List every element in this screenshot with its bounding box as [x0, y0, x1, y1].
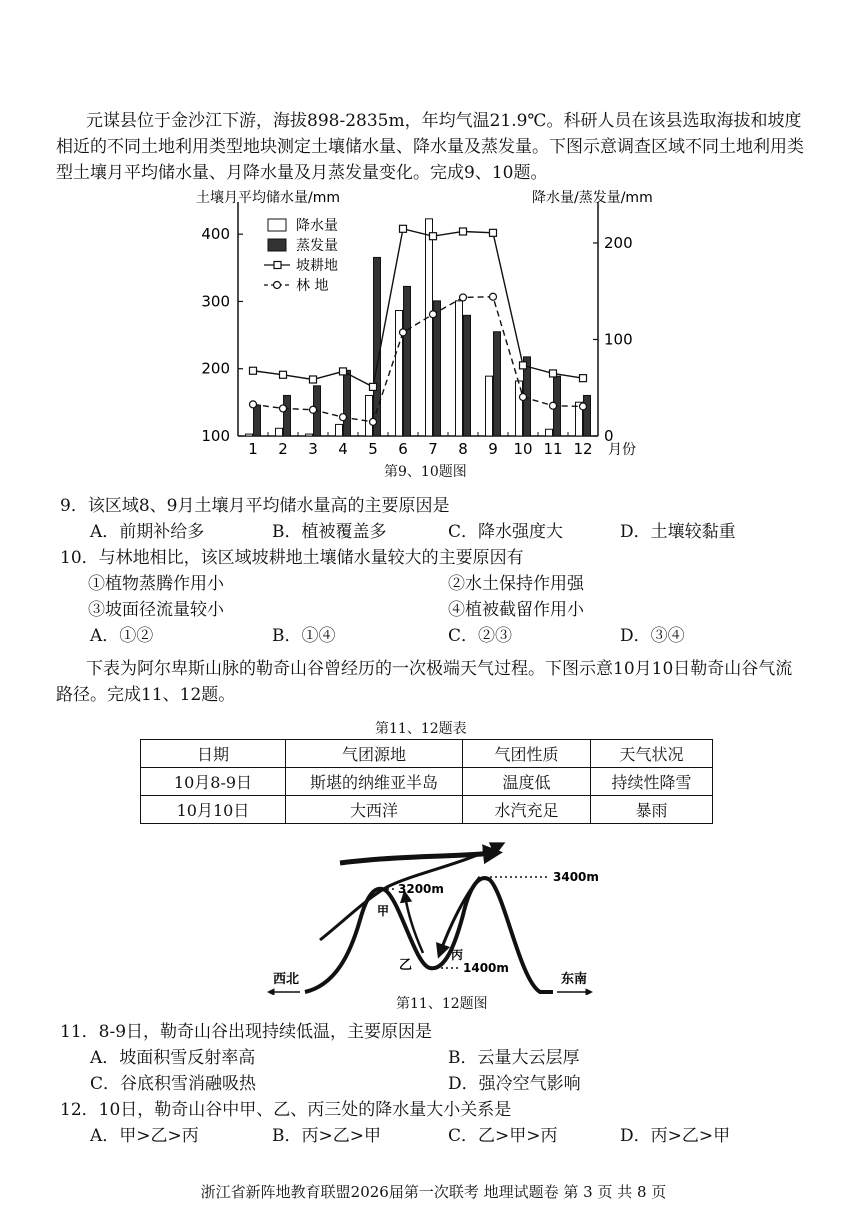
- x-unit-label: 月份: [608, 442, 636, 458]
- page-footer: 浙江省新阵地教育联盟2026届第一次联考 地理试题卷 第 3 页 共 8 页: [200, 1183, 667, 1201]
- evaporation-bar: [404, 286, 411, 436]
- legend-swatch: [268, 219, 286, 231]
- x-tick-label: 3: [308, 440, 318, 458]
- sloped-farmland-point: [280, 371, 287, 378]
- q10-item-1: ①植物蒸腾作用小: [88, 574, 224, 594]
- label-northwest: 西北: [273, 972, 300, 987]
- legend-label: 林 地: [296, 278, 329, 294]
- x-tick-label: 9: [488, 440, 498, 458]
- sloped-farmland-point: [340, 368, 347, 375]
- forest-point: [280, 405, 287, 412]
- right-tick-label: 200: [604, 233, 633, 252]
- label-1400: 1400m: [463, 961, 509, 975]
- right-axis-label: 降水量/蒸发量/mm: [532, 190, 653, 206]
- diagram-caption: 第11、12题图: [396, 996, 488, 1012]
- sloped-farmland-point: [460, 228, 467, 235]
- table-cell: 斯堪的纳维亚半岛: [286, 768, 463, 796]
- forest-point: [580, 403, 587, 410]
- forest-point: [460, 294, 467, 301]
- sloped-farmland-point: [490, 229, 497, 236]
- label-southeast: 东南: [561, 972, 588, 987]
- left-tick-label: 200: [201, 359, 230, 378]
- q10-item-4: ④植被截留作用小: [448, 600, 584, 620]
- evaporation-bar: [344, 370, 351, 436]
- left-tick-label: 100: [201, 427, 230, 445]
- q12-option-b[interactable]: B．丙>乙>甲: [272, 1126, 381, 1146]
- q10-option-c[interactable]: C．②③: [448, 626, 513, 646]
- left-axis-label: 土壤月平均储水量/mm: [196, 190, 340, 206]
- q12-option-a[interactable]: A．甲>乙>丙: [90, 1126, 199, 1146]
- evaporation-bar: [254, 405, 261, 436]
- forest-point: [310, 406, 317, 413]
- q9-option-a[interactable]: A．前期补给多: [90, 522, 205, 542]
- x-tick-label: 12: [573, 440, 593, 458]
- q11-option-a[interactable]: A．坡面积雪反射率高: [90, 1048, 256, 1068]
- x-tick-label: 10: [513, 440, 533, 458]
- table-row: [141, 796, 713, 824]
- sloped-farmland-point: [400, 225, 407, 232]
- legend-marker: [274, 282, 281, 289]
- q11-option-c[interactable]: C．谷底积雪消融吸热: [90, 1074, 257, 1094]
- valley-airflow-diagram: [265, 835, 605, 995]
- q10-stem: 10．与林地相比，该区域坡耕地土壤储水量较大的主要原因有: [60, 548, 524, 568]
- forest-point: [490, 293, 497, 300]
- legend-swatch: [268, 239, 286, 251]
- table-row: [141, 768, 713, 796]
- q9-option-b[interactable]: B．植被覆盖多: [272, 522, 387, 542]
- left-tick-label: 300: [201, 292, 230, 311]
- label-3400: 3400m: [553, 870, 599, 884]
- forest-line: [253, 297, 583, 422]
- intro2-text: 下表为阿尔卑斯山脉的勒奇山谷曾经历的一次极端天气过程。下图示意10月10日勒奇山谷气流路径。完成11、12题。: [56, 659, 793, 705]
- forest-point: [250, 401, 257, 408]
- label-jia: 甲: [377, 904, 390, 918]
- right-tick-label: 0: [604, 427, 614, 445]
- left-tick-label: 400: [201, 225, 230, 244]
- table-header: 日期: [141, 740, 286, 768]
- intro-paragraph: [56, 108, 808, 186]
- q9-option-d[interactable]: D．土壤较黏重: [620, 522, 736, 542]
- evaporation-bar: [464, 315, 471, 436]
- x-tick-label: 6: [398, 440, 408, 458]
- precipitation-bar: [246, 434, 253, 436]
- table-cell: 温度低: [463, 768, 591, 796]
- sloped-farmland-point: [550, 370, 557, 377]
- table-header: 天气状况: [591, 740, 713, 768]
- sloped-farmland-point: [520, 362, 527, 369]
- sloped-farmland-point: [250, 367, 257, 374]
- x-tick-label: 5: [368, 440, 378, 458]
- q10-option-b[interactable]: B．①④: [272, 626, 336, 646]
- table-cell: 水汽充足: [463, 796, 591, 824]
- q12-option-c[interactable]: C．乙>甲>丙: [448, 1126, 558, 1146]
- x-tick-label: 1: [248, 440, 258, 458]
- precipitation-bar: [336, 424, 343, 436]
- precipitation-bar: [426, 219, 433, 436]
- sloped-farmland-point: [310, 376, 317, 383]
- q10-item-3: ③坡面径流量较小: [88, 600, 224, 620]
- evaporation-bar: [494, 332, 501, 436]
- q9-stem: 9．该区域8、9月土壤月平均储水量高的主要原因是: [60, 496, 450, 516]
- table-cell: 持续性降雪: [591, 768, 713, 796]
- legend-marker: [274, 262, 281, 269]
- q12-stem: 12．10日，勒奇山谷中甲、乙、丙三处的降水量大小关系是: [60, 1100, 512, 1120]
- sloped-farmland-point: [370, 383, 377, 390]
- q10-option-a[interactable]: A．①②: [90, 626, 154, 646]
- forest-point: [430, 311, 437, 318]
- x-tick-label: 8: [458, 440, 468, 458]
- precipitation-bar: [456, 301, 463, 436]
- forest-point: [520, 393, 527, 400]
- legend-label: 降水量: [296, 218, 338, 234]
- label-3200: 3200m: [398, 882, 444, 896]
- table-cell: 暴雨: [591, 796, 713, 824]
- precipitation-bar: [306, 434, 313, 436]
- table-header: 气团性质: [463, 740, 591, 768]
- q11-option-b[interactable]: B．云量大云层厚: [448, 1048, 580, 1068]
- evaporation-bar: [584, 395, 591, 436]
- q11-stem: 11．8-9日，勒奇山谷出现持续低温，主要原因是: [60, 1022, 433, 1042]
- precipitation-bar: [516, 381, 523, 436]
- sloped-farmland-point: [580, 375, 587, 382]
- table-caption: 第11、12题表: [375, 721, 467, 737]
- precipitation-bar: [546, 429, 553, 436]
- x-tick-label: 4: [338, 440, 348, 458]
- legend-label: 蒸发量: [296, 238, 338, 254]
- weather-table: [140, 739, 713, 824]
- q11-option-d[interactable]: D．强冷空气影响: [448, 1074, 581, 1094]
- table-header: 气团源地: [286, 740, 463, 768]
- sloped-farmland-point: [430, 233, 437, 240]
- intro2-paragraph: [56, 656, 808, 708]
- q9-option-c[interactable]: C．降水强度大: [448, 522, 564, 542]
- chart-caption: 第9、10题图: [384, 464, 467, 480]
- evaporation-bar: [434, 301, 441, 436]
- storage-chart: [180, 186, 680, 486]
- precipitation-bar: [486, 376, 493, 436]
- forest-point: [550, 402, 557, 409]
- precipitation-bar: [366, 395, 373, 436]
- forest-point: [370, 418, 377, 425]
- forest-point: [400, 329, 407, 336]
- table-cell: 10月10日: [141, 796, 286, 824]
- right-tick-label: 100: [604, 330, 633, 349]
- table-header-row: [141, 740, 713, 768]
- q10-option-d[interactable]: D．③④: [620, 626, 685, 646]
- x-tick-label: 2: [278, 440, 288, 458]
- forest-point: [340, 414, 347, 421]
- table-cell: 大西洋: [286, 796, 463, 824]
- q10-item-2: ②水土保持作用强: [448, 574, 584, 594]
- precipitation-bar: [276, 428, 283, 436]
- legend-label: 坡耕地: [296, 258, 338, 274]
- label-bing: 丙: [451, 948, 464, 962]
- q12-option-d[interactable]: D．丙>乙>甲: [620, 1126, 731, 1146]
- evaporation-bar: [284, 395, 291, 436]
- x-tick-label: 7: [428, 440, 438, 458]
- x-tick-label: 11: [543, 440, 563, 458]
- label-yi: 乙: [399, 958, 413, 973]
- table-cell: 10月8-9日: [141, 768, 286, 796]
- intro-text: 元谋县位于金沙江下游，海拔898-2835m，年均气温21.9℃。科研人员在该县选取海拔和坡度相近的不同土地利用类型地块测定土壤储水量、降水量及蒸发量。下图示意调查区域不同土地利用类型土壤月平均储水量、月降水量及月蒸发量变化。完成9、10题。: [56, 111, 804, 183]
